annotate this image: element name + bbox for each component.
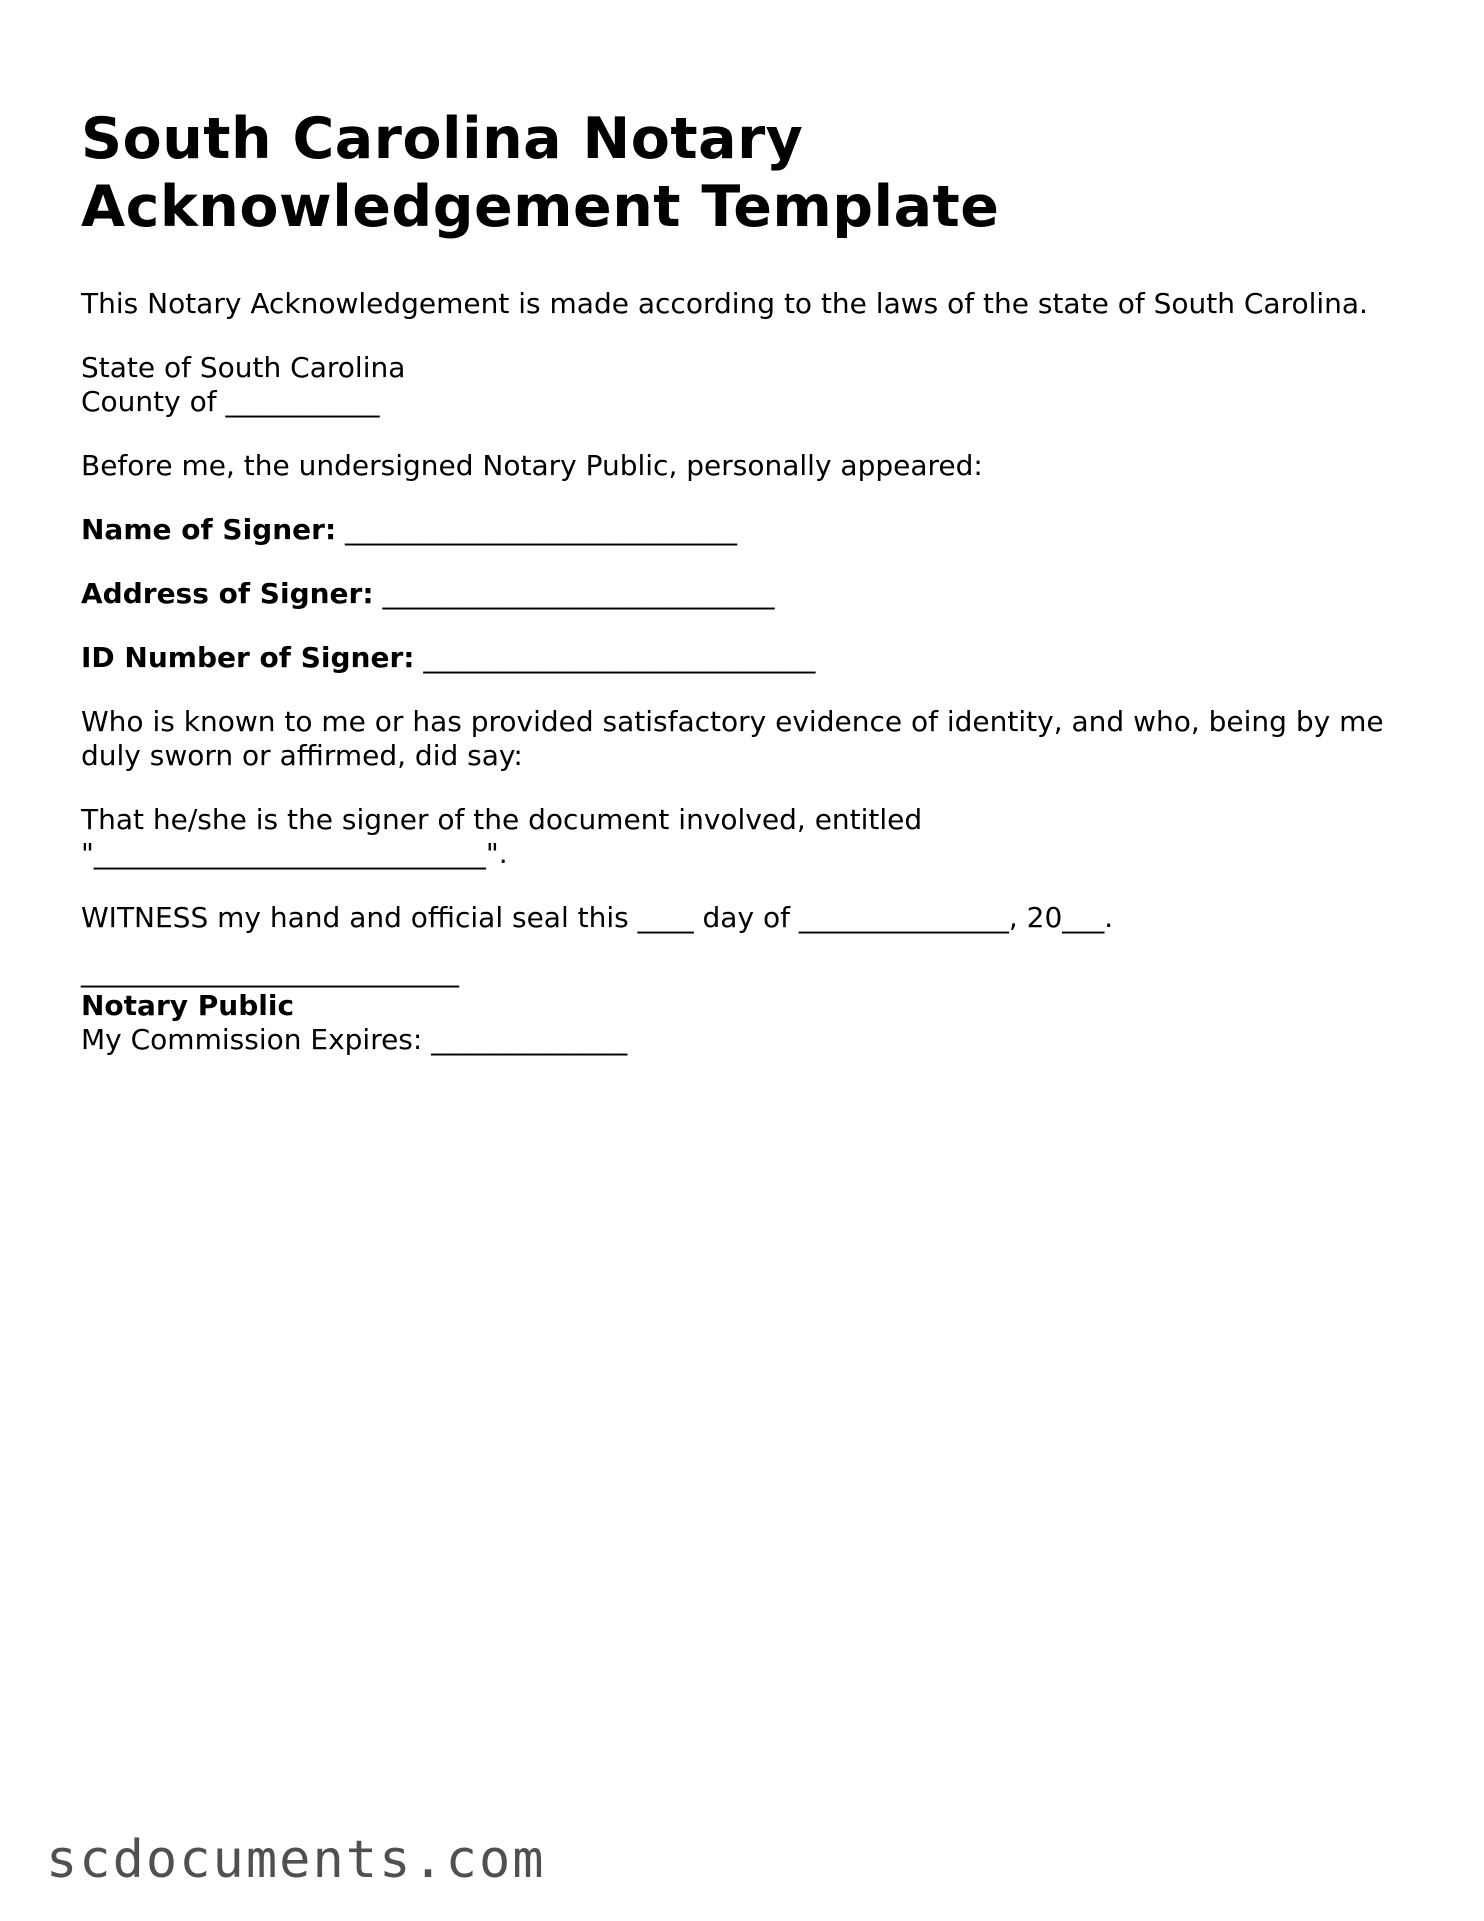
title-line-2: Acknowledgement Template: [81, 174, 1000, 240]
name-of-signer-blank: ____________________________: [336, 513, 738, 546]
document-title: [81, 105, 1411, 241]
name-of-signer-label: Name of Signer:: [81, 513, 337, 546]
notary-public-label: Notary Public: [81, 989, 295, 1022]
id-number-of-signer-row: [81, 641, 1411, 675]
id-number-of-signer-label: ID Number of Signer:: [81, 641, 415, 674]
address-of-signer-blank: ____________________________: [373, 577, 775, 610]
witness-paragraph: WITNESS my hand and official seal this ____ day of _______________, 20___.: [81, 901, 1114, 934]
county-label: County of: [81, 385, 226, 418]
state-line: State of South Carolina: [81, 351, 406, 384]
document-title-blank: "____________________________".: [81, 837, 508, 870]
title-line-1: South Carolina Notary: [81, 106, 804, 172]
appeared-paragraph: Before me, the undersigned Notary Public, personally appeared:: [81, 449, 983, 482]
id-number-of-signer-blank: ____________________________: [414, 641, 816, 674]
signature-blank: ___________________________: [81, 955, 459, 988]
commission-expires: My Commission Expires: ______________: [81, 1023, 628, 1056]
watermark-text: scdocuments.com: [46, 1830, 546, 1890]
county-blank: ___________: [225, 385, 380, 418]
name-of-signer-row: [81, 513, 1411, 547]
known-paragraph: Who is known to me or has provided satisfactory evidence of identity, and who, being by me duly sworn or affirmed, did say:: [81, 705, 1384, 772]
signer-paragraph: [81, 803, 1411, 871]
venue-block: [81, 351, 1411, 419]
document-page: [81, 105, 1411, 1087]
intro-paragraph: This Notary Acknowledgement is made according to the laws of the state of South Carolina.: [81, 287, 1368, 320]
notary-signature-block: [81, 955, 1411, 1057]
address-of-signer-label: Address of Signer:: [81, 577, 374, 610]
address-of-signer-row: [81, 577, 1411, 611]
signer-text: That he/she is the signer of the document involved, entitled: [81, 803, 923, 836]
